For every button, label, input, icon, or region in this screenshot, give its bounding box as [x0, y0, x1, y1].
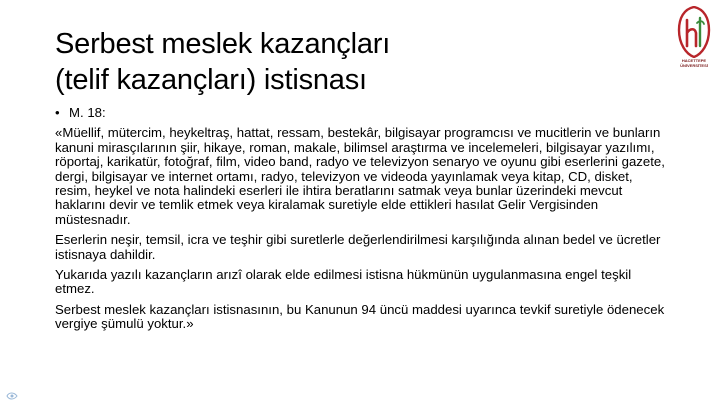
bullet-text: M. 18: [69, 105, 106, 120]
paragraph-4: Serbest meslek kazançları istisnasının, bu Kanunun 94 üncü maddesi uyarınca tevkif suretiyle ödenecek vergiye şümulü yoktur.» [55, 301, 665, 332]
slide-nav-icon[interactable] [5, 389, 19, 401]
hacettepe-logo [676, 6, 712, 74]
logo-caption: HACETTEPE ÜNİVERSİTESİ [680, 58, 708, 68]
slide-title [55, 26, 615, 98]
paragraph-1: «Müellif, mütercim, heykeltraş, hattat, ressam, bestekâr, bilgisayar programcısı ve mucitlerin ve bunların kanuni mirasçılarının şiir, hikaye, roman, makale, bilimsel araştırma ve incelemeleri, bilgisayar yazılımı, röportaj, karikatür, fotoğraf, film, video band, radyo ve televizyon senaryo ve oyunu gibi eserlerini gazete, dergi, bilgisayar ve internet ortamı, radyo, televizyon ve videoda yayınlamak veya kitap, CD, disket, resim, heykel ve nota halindeki eserleri ile ihtira beratlarını satmak veya bunlar üzerindeki mevcut haklarını devir ve temlik etmek veya kiralamak suretiyle elde ettikleri hasılat Gelir Vergisinden müstesnadır. [55, 125, 665, 227]
bullet-item [55, 106, 665, 120]
bullet-dot-icon: • [55, 105, 60, 120]
paragraph-2: Eserlerin neşir, temsil, icra ve teşhir gibi suretlerle değerlendirilmesi karşılığında alınan bedel ve ücretler istisnaya dahildir. [55, 232, 661, 262]
title-line-1: Serbest meslek kazançları [55, 28, 391, 60]
university-emblem-icon [676, 6, 712, 58]
slide-body [55, 106, 665, 338]
title-line-2: (telif kazançları) istisnası [55, 64, 367, 96]
paragraph-3: Yukarıda yazılı kazançların arızî olarak elde edilmesi istisna hükmünün uygulanmasına engel teşkil etmez. [55, 267, 632, 297]
